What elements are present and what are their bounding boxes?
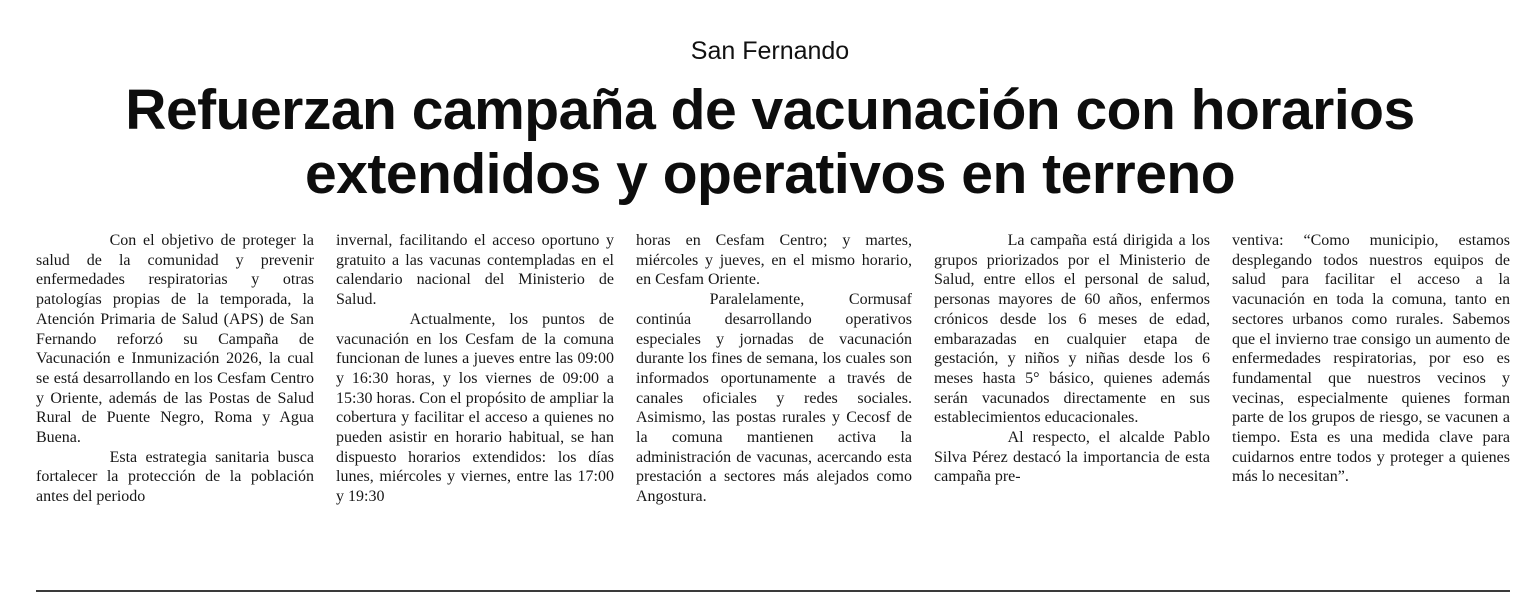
article-column-1 [36, 231, 314, 507]
section-kicker: San Fernando [690, 37, 850, 65]
column-3-paragraph-2: Paralelamente, Cormusaf continúa desarrollando operativos especiales y jornadas de vacunación durante los fines de semana, los cuales son informados oportunamente a través de canales oficiales y redes sociales. Asimismo, las postas rurales y Cecosf de la comuna mantienen activa la administración de vacunas, acercando esta prestación a sectores más alejados como Angostura. [636, 291, 912, 506]
column-1-paragraph-2: Esta estrategia sanitaria busca fortalecer la protección de la población antes del periodo [36, 448, 314, 506]
article-column-4 [934, 231, 1210, 487]
column-1-paragraph-1: Con el objetivo de proteger la salud de la comunidad y prevenir enfermedades respiratorias y otras patologías propias de la temporada, la Atención Primaria de Salud (APS) de San Fernando reforzó su Campaña de Vacunación e Inmunización 2026, la cual se está desarrollando en los Cesfam Centro y Oriente, además de las Postas de Salud Rural de Puente Negro, Roma y Agua Buena. [36, 232, 314, 447]
column-3-paragraph-1: horas en Cesfam Centro; y martes, miércoles y jueves, en el mismo horario, en Cesfam Oriente. [636, 232, 912, 289]
headline-line-1: Refuerzan campaña de vacunación con horarios [125, 78, 1415, 142]
article-column-5 [1232, 231, 1510, 487]
column-2-paragraph-1: invernal, facilitando el acceso oportuno y gratuito a las vacunas contempladas en el calendario nacional del Ministerio de Salud. [336, 232, 614, 309]
column-2-paragraph-2: Actualmente, los puntos de vacunación en los Cesfam de la comuna funcionan de lunes a jueves entre las 09:00 y 16:30 horas, y los viernes de 09:00 a 15:30 horas. Con el propósito de ampliar la cobertura y facilitar el acceso a quienes no pueden asistir en horario habitual, se han dispuesto horarios extendidos: los días lunes, miércoles y viernes, entre las 17:00 y 19:30 [336, 310, 614, 506]
column-4-paragraph-1: La campaña está dirigida a los grupos priorizados por el Ministerio de Salud, entre ellos el personal de salud, personas mayores de 60 años, enfermos crónicos desde los 6 meses de edad, embarazadas en cualquier etapa de gestación, y niños y niñas desde los 6 meses hasta 5° básico, quienes además serán vacunados directamente en sus establecimientos educacionales. [934, 232, 1210, 427]
article-headline [0, 78, 1540, 206]
bottom-divider [36, 590, 1510, 592]
column-5-paragraph-1: ventiva: “Como municipio, estamos desplegando todos nuestros equipos de salud para facilitar el acceso a la vacunación en toda la comuna, tanto en sectores urbanos como rurales. Sabemos que el invierno trae consigo un aumento de enfermedades respiratorias, por eso es fundamental que nuestros vecinos y vecinas, especialmente quienes forman parte de los grupos de riesgo, se vacunen a tiempo. Esta es una medida clave para cuidarnos entre todos y proteger a quienes más lo necesitan”. [1232, 232, 1510, 486]
column-4-paragraph-2: Al respecto, el alcalde Pablo Silva Pérez destacó la importancia de esta campaña pre- [934, 429, 1210, 486]
article-column-2 [336, 231, 614, 507]
article-column-3 [636, 231, 912, 507]
headline-line-2: extendidos y operativos en terreno [304, 142, 1236, 206]
